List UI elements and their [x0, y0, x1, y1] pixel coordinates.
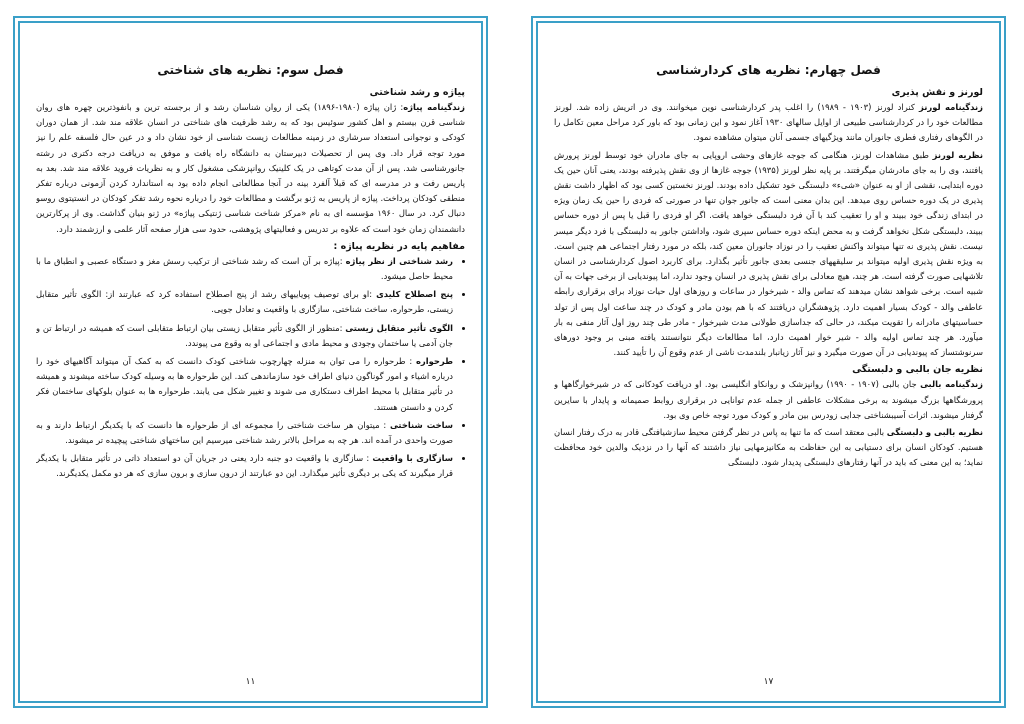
list-item-text: : طرحواره را می توان به منزله چهارچوب شناختی کودک دانست که به کمک آن میتواند آگاهیهای خود را درباره اشیاء و امور گوناگون دنیای اطراف خود سازماندهی کند. این طرحواره ها به وسیله کودک ساخته میشوند و همیشه در تأثیر متقابل با محیط اطراف دستکاری می شوند و تغییر شکل می یابند. طرحواره ها به عنوان بلوکهای ساختمان فکر کردن و دانستن هستند.	[36, 356, 453, 412]
bold-label: الگوی تأثیر متقابل زیستی	[345, 322, 453, 333]
paragraph	[554, 377, 983, 423]
bold-label: ساخت شناختی	[389, 419, 453, 430]
bold-label: طرحواره	[415, 356, 453, 367]
bold-label: رشد شناختی از نظر پیاژه	[345, 255, 453, 266]
list-item	[36, 254, 453, 284]
paragraph	[554, 425, 983, 471]
page-number: ۱۱	[245, 677, 256, 687]
page-number: ۱۷	[763, 677, 774, 687]
list-item	[36, 321, 453, 351]
paragraph-text: بالبی معتقد است که ما تنها به پاس در نظر گرفتن محیط سازشیافتگی قادر به درک رفتار انسان هستیم. کودکان انسان برای دستیابی به این حفاظت به مکانیزمهایی نیاز داشتند که آنها را در نزدیک والدین خود محافظت نماید؛ به این معنی که باید در آنها رفتارهای دلبستگی پدیدار شود. دلبستگی	[554, 427, 983, 468]
section-heading: پیاژه و رشد شناختی	[369, 87, 465, 98]
paragraph	[554, 148, 983, 361]
list-item-text: :پیاژه بر آن است که رشد شناختی از ترکیب رسش مغز و دستگاه عصبی و انطباق ما با محیط حاصل میشود.	[36, 255, 453, 282]
bold-label: زندگینامه لورنز	[919, 102, 983, 112]
paragraph-text: جان بالبی (۱۹۰۷ - ۱۹۹۰) روانپزشک و روانکاو انگلیسی بود. او دریافت کودکانی که در شیرخوارگاهها و پرورشگاهها بزرگ میشوند به برخی مشکلات عاطفی از جمله عدم توانایی در برقراری روابط صمیمانه و پایدار با سایرین گرفتار میشوند. اثرات آسیبشناختی جدایی زودرس بین مادر و کودک مورد توجه خاص وی بود.	[554, 379, 983, 420]
list-item-text: :او برای توصیف پویاییهای رشد از پنج اصطلاح استفاده کرد که عبارتند از: الگوی تأثیر متقابل زیستی، طرحواره، ساخت شناختی، سازگاری با واقعیت و تعادل جویی.	[36, 289, 453, 315]
right-page	[536, 21, 1001, 703]
list-item	[36, 354, 453, 415]
list-item	[36, 451, 453, 481]
bold-label: زندگینامه پیاژه	[403, 102, 465, 112]
bold-label: پنج اصطلاح کلیدی	[376, 289, 454, 300]
list-item-text: : میتوان هر ساخت شناختی را مجموعه ای از طرحواره ها دانست که با یکدیگر ارتباط دارند و به صورت واحدی در آمده اند. هر چه به مراحل بالاتر رشد شناختی میرسیم این ساختهای شناختی پیچیده تر میشوند.	[36, 419, 453, 446]
paragraph-text: طبق مشاهدات لورنز، هنگامی که جوجه غازهای وحشی اروپایی به جای مادران خود توسط لورنز پرورش یافتند، وی را به جای مادرشان میگرفتند. بر پایه نظر لورنز (۱۹۳۵) جوجه غازها از وی نقش پذیرفته بودند، یعنی آنان حین یک دوره ابتدایی، نقشی از او به عنوان «شیء» دلبستگی خود تشکیل داده بودند. لورنز نخستین کسی بود که اظهار داشت نقش پذیری در یک دوره حساس روی میدهد. این بدان معنی است که جانور جوان تنها در صورتی که فردی را حین یک زمان ویژه در ابتدای زندگی خود ببیند و او را تعقیب کند با آن فرد دلبستگی خواهد یافت. اگر او فردی را قبل یا پس از دوره حساس ببیند، دلبستگی شکل نخواهد گرفت و به محض اینکه دوره حساس سپری شود، واداشتن جانور به دلبستگی با فرد دیگر میسر نیست. نقش پذیری نه تنها میتواند واکنش تعقیب را در نوزاد جانوران معین کند، بلکه در مورد رفتار اجتماعی هم چنین است. به ویژه نقش پذیری اولیه میتواند بر سلیقههای جنسی بعدی جانور تأثیر بگذارد. برای کاربرد اصول کردارشناسی در انسان تلاشهایی صورت گرفته است. هر چند، هیچ معادلی برای نقش پذیری در انسان وجود ندارد، اما پیوندیابی از برخی جهات به آن شبیه است. برخی شواهد نشان میدهند که تماس والد - شیرخوار در ساعات و روزهای اول حیات نوزاد برای برقراری رابطه عاطفی والد - کودک بسیار اهمیت دارد. پژوهشگران دریافتند که با هم بودن مادر و کودک در چند ساعت اول پس از تولد حساسیتهای مادرانه را تقویت میکند، در حالی که جداسازی طولانی مدت شیرخوار - مادر طی چند روز اول آثار منفی به بار میآورد. هر چند تماس اولیه والد - شیر خوار اهمیت دارد، اما مطالعات دیگر نتوانستند یافته مبنی بر وجود دورهای سرنوشتساز که پیوندیابی در آن صورت میگیرد و نیز آثار زیانبار بلندمدت ناشی از عدم وقوع آن را تأیید کنند.	[554, 149, 983, 358]
list-item	[36, 287, 453, 317]
left-page	[18, 21, 483, 703]
bold-label: سازگاری با واقعیت	[372, 453, 453, 464]
bold-label: نظریه لورنز	[932, 149, 983, 160]
chapter-title: فصل چهارم: نظریه های کردارشناسی	[656, 63, 881, 77]
section-heading: نظریه جان بالبی و دلبستگی	[852, 364, 983, 376]
list-item	[36, 418, 453, 448]
section-heading: مفاهیم پایه در نظریه پیاژه :	[333, 240, 465, 252]
paragraph	[554, 100, 983, 146]
chapter-title: فصل سوم: نظریه های شناختی	[157, 63, 344, 77]
paragraph: زندگینامه پیاژه: ژان پیاژه (۱۹۸۰-۱۸۹۶) یکی از روان شناسان رشد و از برجسته ترین و بانفوذترین چهره های روان شناسی قرن بیستم و اهل کشور سوئیس بود که به رشد ظرفیت های شناختی در انسان علاقه مند شد. از همان دوران کودکی و نوجوانی استعداد سرشاری در زمینه مطالعات زیست شناسی از خود نشان داد و در عین حال فلسفه علم را نیز مورد توجه قرار داد. وی پس از تحصیلات دبیرستان به دانشگاه راه یافت و موفق به دریافت درجه دکتری در رشته جانورشناسی شد. پس از آن مدت کوتاهی در یک کلینیک روانپزشکی مشغول کار و به نظریات فروید علاقه مند شد. بعد به پاریس رفت و در مدرسه ای که قبلاً آلفرد بینه در آنجا مطالعاتی انجام داده بود به استاندارد کردن آزمونی درباره تفکر منطقی کودکان پرداخت. پیاژه از پاریس به ژنو برگشت و مطالعات خود را درباره نحوه رشد تفکر کودکان در انستیتوی روسو دنبال کرد. در سال ۱۹۶۰ مؤسسه ای به نام «مرکز شناخت شناسی ژنتیکی پیاژه» در ژنو بنیان گذاشت. وی از پرکارترین دانشمندان زمان خود است که علاوه بر تدریس و فعالیتهای پژوهشی، حدود سی هزار صفحه آثار علمی و ارزشمند دارد.	[36, 102, 465, 234]
section-heading: لورنز و نقش پذیری	[891, 87, 983, 98]
bold-label: نظریه بالبی و دلبستگی	[886, 427, 983, 438]
bullet-list	[36, 254, 465, 482]
left-page-body	[36, 63, 465, 661]
right-page-body	[554, 63, 983, 661]
list-item-text: :منظور از الگوی تأثیر متقابل زیستی بیان ارتباط متقابلی است که همیشه در ارتباط تن و جان آدمی یا ساختمان وجودی و محیط مادی و اجتماعی او به وقوع می پیوندد.	[36, 322, 453, 348]
paragraph-text: کنراد لورنز (۱۹۰۳ - ۱۹۸۹) را اغلب پدر کردارشناسی نوین میخوانند. وی در اتریش زاده شد. لورنز مطالعات خود را در کردارشناسی طبیعی از اوایل سالهای ۱۹۳۰ آغاز نمود و این زمانی بود که باور کرد مراحل معین تکامل را در الگوهای رفتاری فطری جانوران مانند ویژگیهای جسمی آنان میتوان مشاهده نمود.	[554, 102, 983, 143]
bold-label: زندگینامه بالبی	[920, 379, 983, 390]
list-item-text: : سازگاری با واقعیت دو جنبه دارد یعنی در جریان آن دو استعداد ذاتی در تأثیر متقابل با یکدیگر قرار میگیرند که یکی بر دیگری تأثیر میگذارد. این دو عبارتند از درون سازی و برون سازی که هر دو مکمل یکدیگرند.	[36, 453, 453, 479]
paragraph-text: ژان پیاژه (۱۹۸۰-۱۸۹۶) یکی از روان شناسان رشد و از برجسته ترین و بانفوذترین چهره های روان شناسی قرن بیستم و اهل کشور سوئیس بود که به رشد ظرفیت های شناختی در انسان علاقه مند شد. از همان دوران کودکی و نوجوانی استعداد سرشاری در زمینه مطالعات زیست شناسی از خود نشان داد و در عین حال فلسفه علم را نیز مورد توجه قرار داد. وی پس از تحصیلات دبیرستان به دانشگاه راه یافت و موفق به دریافت درجه دکتری در رشته جانورشناسی شد. پس از آن مدت کوتاهی در یک کلینیک روانپزشکی مشغول کار و به نظریات فروید علاقه مند شد. بعد به پاریس رفت و در مدرسه ای که قبلاً آلفرد بینه در آنجا مطالعاتی انجام داده بود به استاندارد کردن آزمونی درباره تفکر منطقی کودکان پرداخت. پیاژه از پاریس به ژنو برگشت و مطالعات خود را درباره نحوه رشد تفکر کودکان در انستیتوی روسو دنبال کرد. در سال ۱۹۶۰ مؤسسه ای به نام «مرکز شناخت شناسی ژنتیکی پیاژه» در ژنو بنیان گذاشت. وی از پرکارترین دانشمندان زمان خود است که علاوه بر تدریس و فعالیتهای پژوهشی، حدود سی هزار صفحه آثار علمی و ارزشمند دارد.	[36, 102, 465, 234]
